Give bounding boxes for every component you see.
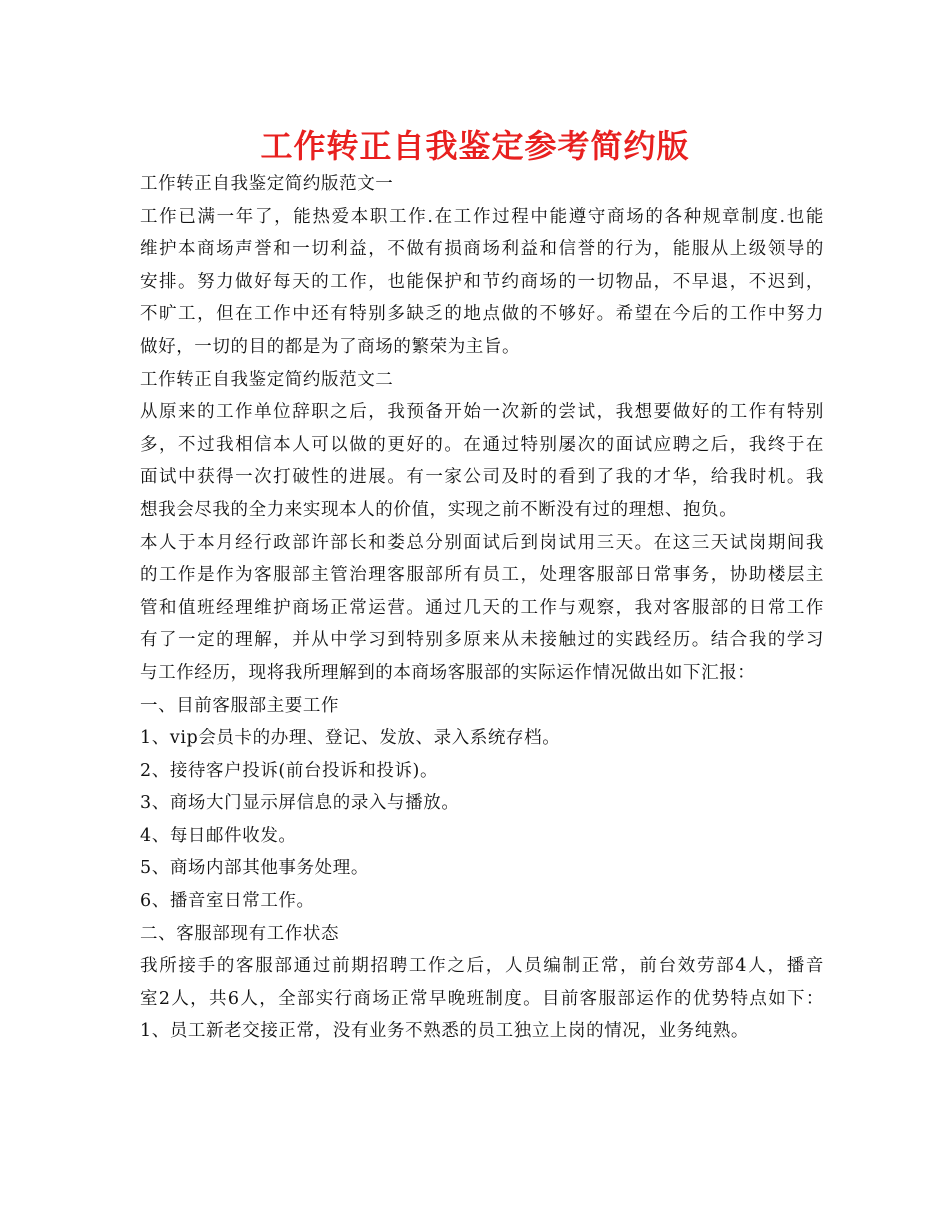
- text-line: 安排。努力做好每天的工作，也能保护和节约商场的一切物品，不早退，不迟到，: [140, 271, 824, 292]
- text-line: 工作已满一年了，能热爱本职工作.在工作过程中能遵守商场的各种规章制度.也能: [140, 206, 824, 227]
- text-line: 面试中获得一次打破性的进展。有一家公司及时的看到了我的才华，给我时机。我: [140, 467, 824, 488]
- text-line: 室2人，共6人，全部实行商场正常早晚班制度。目前客服部运作的优势特点如下：: [140, 988, 824, 1009]
- text-line: 管和值班经理维护商场正常运营。通过几天的工作与观察，我对客服部的日常工作: [140, 597, 824, 618]
- text-line: 多，不过我相信本人可以做的更好的。在通过特别屡次的面试应聘之后，我终于在: [140, 434, 824, 455]
- text-line: 5、商场内部其他事务处理。: [140, 858, 369, 879]
- text-line: 不旷工，但在工作中还有特别多缺乏的地点做的不够好。希望在今后的工作中努力: [140, 304, 824, 325]
- text-line: 4、每日邮件收发。: [140, 825, 297, 846]
- document-body: [140, 168, 824, 1048]
- text-line: 从原来的工作单位辞职之后，我预备开始一次新的尝试，我想要做好的工作有特别: [140, 402, 824, 423]
- text-line: 一、目前客服部主要工作: [140, 695, 340, 716]
- text-line: 工作转正自我鉴定简约版范文一: [140, 174, 394, 194]
- text-line: 6、播音室日常工作。: [140, 891, 315, 912]
- text-line: 本人于本月经行政部许部长和娄总分别面试后到岗试用三天。在这三天试岗期间我: [140, 532, 824, 553]
- text-line: 我所接手的客服部通过前期招聘工作之后，人员编制正常，前台效劳部4人，播音: [140, 956, 824, 977]
- text-line: 有了一定的理解，并从中学习到特别多原来从未接触过的实践经历。结合我的学习: [140, 630, 824, 651]
- page-title: 工作转正自我鉴定参考简约版: [260, 127, 690, 165]
- text-line: 3、商场大门显示屏信息的录入与播放。: [140, 793, 460, 814]
- text-line: 二、客服部现有工作状态: [140, 923, 340, 944]
- text-line: 2、接待客户投诉(前台投诉和投诉)。: [140, 760, 439, 781]
- text-line: 工作转正自我鉴定简约版范文二: [140, 369, 394, 390]
- text-line: 做好，一切的目的都是为了商场的繁荣为主旨。: [140, 336, 521, 357]
- text-line: 1、vip会员卡的办理、登记、发放、录入系统存档。: [140, 728, 561, 749]
- text-line: 1、员工新老交接正常，没有业务不熟悉的员工独立上岗的情况，业务纯熟。: [140, 1021, 750, 1042]
- text-line: 的工作是作为客服部主管治理客服部所有员工，处理客服部日常事务，协助楼层主: [140, 565, 824, 586]
- text-line: 维护本商场声誉和一切利益，不做有损商场利益和信誉的行为，能服从上级领导的: [140, 239, 824, 260]
- text-line: 想我会尽我的全力来实现本人的价值，实现之前不断没有过的理想、抱负。: [140, 499, 738, 520]
- text-line: 与工作经历，现将我所理解到的本商场客服部的实际运作情况做出如下汇报：: [140, 662, 756, 683]
